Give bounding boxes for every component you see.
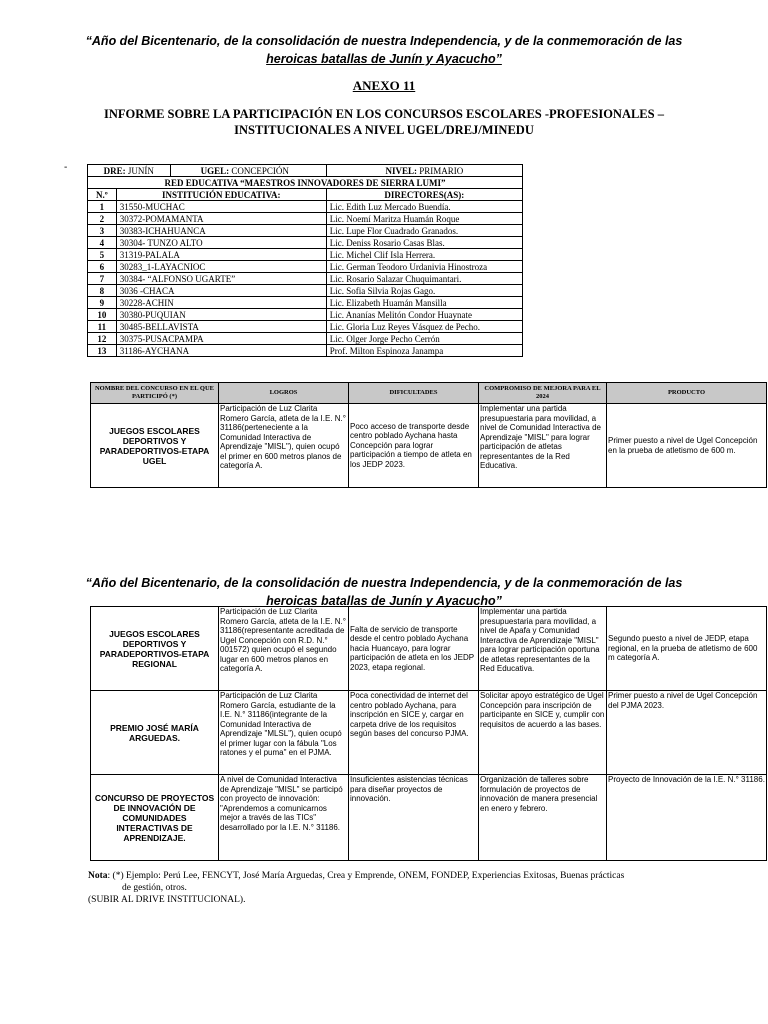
table-row: 11 30485-BELLAVISTA Lic. Gloria Luz Reyes Vásquez de Pecho. [88,321,523,333]
banner-line-1: “Año del Bicentenario, de la consolidación de nuestra Independencia, y de la conmemoración de las [85,34,683,48]
table-row [91,607,767,691]
table-row: 7 30384- “ALFONSO UGARTE” Lic. Rosario Salazar Chuquimantari. [88,273,523,285]
contest-achievements: Participación de Luz Clarita Romero García, atleta de la I.E. N.° 31186(representante acreditada de Ugel Concepción con R.D. N.° 001572) quien ocupó el segundo lugar en 600 metros planos en categoría A. [219,607,349,691]
table-row: 10 30380-PUQUIAN Lic. Ananías Melitón Condor Huaynate [88,309,523,321]
table-row: 9 30228-ACHIN Lic. Elizabeth Huamán Mansilla [88,297,523,309]
contest-name: CONCURSO DE PROYECTOS DE INNOVACIÓN DE COMUNIDADES INTERACTIVAS DE APRENDIZAJE. [91,775,219,861]
contests-table [90,382,767,488]
contest-achievements: Participación de Luz Clarita Romero García, atleta de la I.E. N.° 31186(perteneciente a la Comunidad Interactiva de Aprendizaje "MISL"), quien ocupó el primer en 600 metros planos de categoría A. [219,404,349,488]
table-row: 13 31186-AYCHANA Prof. Milton Espinoza Janampa [88,345,523,357]
contest-name: JUEGOS ESCOLARES DEPORTIVOS Y PARADEPORTIVOS-ETAPA REGIONAL [91,607,219,691]
year-banner-second [78,574,690,610]
table-row [91,404,767,488]
contest-name: PREMIO JOSÉ MARÍA ARGUEDAS. [91,691,219,775]
banner-line-1: “Año del Bicentenario, de la consolidación de nuestra Independencia, y de la conmemoración de las [85,576,683,590]
header-achievements: LOGROS [219,383,349,404]
contest-achievements: Participación de Luz Clarita Romero García, estudiante de la I.E. N.° 31186(integrante de la Comunidad Interactiva de Aprendizaje "MLSL"), quien ocupó el primer lugar con la fábula "Los ratones y el puma" en el PJMA. [219,691,349,775]
table-row: 12 30375-PUSACPAMPA Lic. Olger Jorge Pecho Cerrón [88,333,523,345]
table-row [91,691,767,775]
table-row: 8 3036 -CHACA Lic. Sofia Silvia Rojas Gago. [88,285,523,297]
note-line-2: de gestión, otros. [122,883,187,893]
contest-name: JUEGOS ESCOLARES DEPORTIVOS Y PARADEPORTIVOS-ETAPA UGEL [91,404,219,488]
contest-commitment: Organización de talleres sobre formulación de proyectos de innovación de manera presencial en enero y febrero. [479,775,607,861]
contest-difficulties: Insuficientes asistencias técnicas para diseñar proyectos de innovación. [349,775,479,861]
year-banner-top [78,32,690,68]
header-difficulties: DIFICULTADES [349,383,479,404]
network-name: RED EDUCATIVA “MAESTROS INNOVADORES DE SIERRA LUMI” [88,177,523,189]
contest-difficulties: Falta de servicio de transporte desde el centro poblado Aychana hacia Huancayo, para lograr participación de atleta en los JEDP 2023, etapa regional. [349,607,479,691]
header-contest-name: NOMBRE DEL CONCURSO EN EL QUE PARTICIPÓ (*) [91,383,219,404]
table-row: 2 30372-POMAMANTA Lic. Noemí Maritza Huamán Roque [88,213,523,225]
dre-cell: DRE: JUNÍN [88,165,171,177]
col-director-header: DIRECTORES(AS): [326,189,522,201]
table-row: 3 30383-ICHAHUANCA Lic. Lupe Flor Cuadrado Granados. [88,225,523,237]
footnote [88,870,688,894]
report-title-line-1: INFORME SOBRE LA PARTICIPACIÓN EN LOS CONCURSOS ESCOLARES -PROFESIONALES – [104,107,664,121]
contest-commitment: Solicitar apoyo estratégico de Ugel Concepción para inscripción de participante en SICE y, cumplir con requisitos de acuerdo a las bases. [479,691,607,775]
banner-line-2: heroicas batallas de Junín y Ayacucho” [266,594,502,608]
header-product: PRODUCTO [607,383,767,404]
contest-achievements: A nivel de Comunidad Interactiva de Aprendizaje "MISL" se participó con proyecto de innovación: "Aprendemos a comunicarnos mejor a través de las TICs" desarrollado por la I.E. N.° 31186. [219,775,349,861]
banner-line-2: heroicas batallas de Junín y Ayacucho” [266,52,502,66]
upload-instruction: (SUBIR AL DRIVE INSTITUCIONAL). [88,895,246,905]
schools-directors-table [87,164,523,357]
table-row [91,775,767,861]
contest-difficulties: Poca conectividad de internet del centro poblado Aychana, para inscripción en SICE y, cargar en carpeta drive de los requisitos según bases del concurso PJMA. [349,691,479,775]
col-school-header: INSTITUCIÓN EDUCATIVA: [116,189,326,201]
contests-table-continued [90,606,767,861]
note-line-1: : (*) Ejemplo: Perú Lee, FENCYT, José María Arguedas, Crea y Emprende, ONEM, FONDEP, Experiencias Exitosas, Buenas prácticas [107,871,625,881]
report-title-line-2: INSTITUCIONALES A NIVEL UGEL/DREJ/MINEDU [234,123,534,137]
info-header-row [88,165,523,177]
contest-difficulties: Poco acceso de transporte desde centro poblado Aychana hasta Concepción para lograr participación a tiempo de atleta en los JEDP 2023. [349,404,479,488]
header-commitment: COMPROMISO DE MEJORA PARA EL 2024 [479,383,607,404]
ugel-cell: UGEL: CONCEPCIÓN [170,165,326,177]
column-header-row [88,189,523,201]
table-row: 1 31550-MUCHAC Lic. Edith Luz Mercado Buendía. [88,201,523,213]
table-row: 6 30283_1-LAYACNIOC Lic. German Teodoro Urdanivia Hinostroza [88,261,523,273]
contest-product: Primer puesto a nivel de Ugel Concepción en la prueba de atletismo de 600 m. [607,404,767,488]
report-title [100,106,668,138]
contests-header-row [91,383,767,404]
contest-product: Primer puesto a nivel de Ugel Concepción del PJMA 2023. [607,691,767,775]
col-num-header: N.º [88,189,117,201]
contest-commitment: Implementar una partida presupuestaria para movilidad, a nivel de Apafa y Comunidad Interactiva de Aprendizaje "MISL" para lograr participación oportuna de atletas representantes de la Red Educativa. [479,607,607,691]
nivel-cell: NIVEL: PRIMARIO [326,165,522,177]
table-row: 4 30304- TUNZO ALTO Lic. Deniss Rosario Casas Blas. [88,237,523,249]
stray-mark: - [64,162,68,173]
note-label: Nota [88,871,108,881]
contest-product: Segundo puesto a nivel de JEDP, etapa regional, en la prueba de atletismo de 600 m categoría A. [607,607,767,691]
annex-title: ANEXO 11 [352,78,416,93]
contest-commitment: Implementar una partida presupuestaria para movilidad, a nivel de Comunidad Interactiva de Aprendizaje "MISL" para lograr participación de atletas representantes de la Red Educativa. [479,404,607,488]
contest-product: Proyecto de Innovación de la I.E. N.° 31186. [607,775,767,861]
table-row: 5 31319-PALALA Lic. Michel Clif Isla Herrera. [88,249,523,261]
